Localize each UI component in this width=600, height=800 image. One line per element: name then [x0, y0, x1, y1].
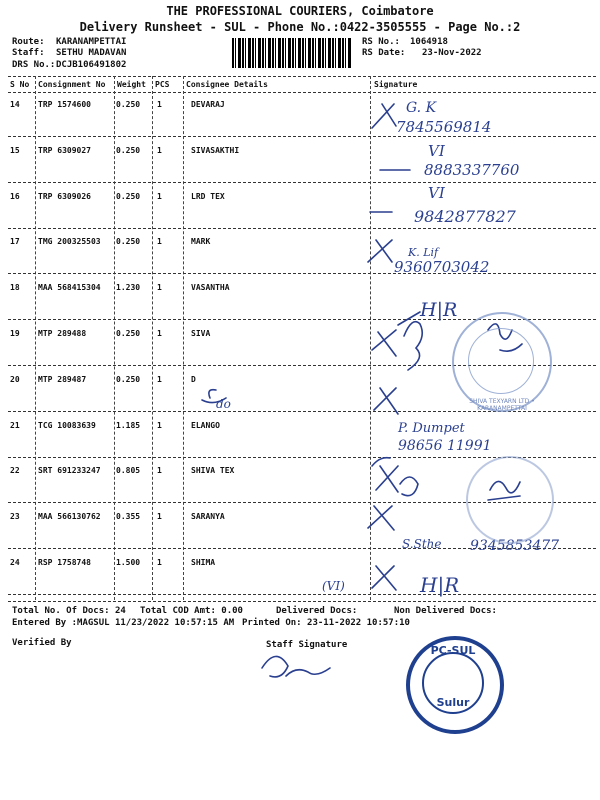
hw-r15-phone: 8883337760 [424, 161, 520, 179]
cell-consignment: MAA 566130762 [38, 512, 101, 521]
col-header-consignment: Consignment No [38, 80, 106, 89]
cell-consignment: SRT 691233247 [38, 466, 101, 475]
cell-consignment: TRP 1574600 [38, 100, 91, 109]
cell-pcs: 1 [157, 512, 162, 521]
cell-pcs: 1 [157, 421, 162, 430]
printed-on: Printed On: 23-11-2022 10:57:10 [242, 618, 410, 628]
rs-no-value: 1064918 [410, 37, 448, 47]
cell-weight: 0.250 [116, 100, 141, 109]
cell-consignment: RSP 1758748 [38, 558, 91, 567]
document-subtitle: Delivery Runsheet - SUL - Phone No.:0422-3505555 - Page No.:2 [79, 20, 521, 34]
cell-pcs: 1 [157, 466, 162, 475]
cell-consignee: VASANTHA [191, 283, 230, 292]
verified-by-label: Verified By [12, 638, 72, 648]
hw-r21-name: P. Dumpet [398, 421, 465, 436]
cell-consignment: MAA 568415304 [38, 283, 101, 292]
cell-consignee: SIVA [191, 329, 211, 338]
cell-pcs: 1 [157, 100, 162, 109]
hw-r16-phone: 9842877827 [414, 207, 516, 226]
cell-consignment: TRP 6309027 [38, 146, 91, 155]
route-label: Route: [12, 37, 45, 47]
hw-r17-phone: 9360703042 [394, 258, 490, 276]
company-stamp-inner-ring [468, 328, 534, 394]
drs-label: DRS No.: [12, 60, 56, 70]
cell-sno: 15 [10, 146, 20, 155]
cell-sno: 23 [10, 512, 20, 521]
pc-sul-stamp-top: PC-SUL [430, 644, 476, 657]
cell-consignment: MTP 289487 [38, 375, 87, 384]
cell-consignee: SHIVA TEX [191, 466, 235, 475]
total-cod: Total COD Amt: 0.00 [140, 606, 243, 616]
route-value: KARANAMPETTAI [56, 37, 127, 47]
hw-r18-mark: H|R [420, 299, 458, 321]
cell-consignee: D [191, 375, 196, 384]
cell-consignee: SHIMA [191, 558, 216, 567]
hw-r21-phone: 98656 11991 [398, 438, 492, 454]
entered-by: Entered By :MAGSUL 11/23/2022 10:57:15 AM [12, 618, 235, 628]
hw-r15-mark: VI [428, 142, 445, 160]
cell-consignment: MTP 289488 [38, 329, 87, 338]
staff-label: Staff: [12, 48, 45, 58]
cell-consignee: DEVARAJ [191, 100, 225, 109]
cell-pcs: 1 [157, 192, 162, 201]
cell-weight: 0.250 [116, 329, 141, 338]
cell-weight: 0.355 [116, 512, 141, 521]
hw-r24-prefix: (VI) [322, 579, 345, 593]
cell-sno: 14 [10, 100, 20, 109]
cell-sno: 16 [10, 192, 20, 201]
cell-consignee: LRD TEX [191, 192, 225, 201]
cell-pcs: 1 [157, 329, 162, 338]
col-header-weight: Weight [117, 80, 146, 89]
cell-weight: 0.250 [116, 375, 141, 384]
staff-signature-label: Staff Signature [266, 640, 348, 650]
delivered-docs: Delivered Docs: [276, 606, 358, 616]
hw-r23-name: S.Sthe [402, 537, 442, 551]
cell-consignment: TMG 200325503 [38, 237, 101, 246]
cell-pcs: 1 [157, 375, 162, 384]
cell-weight: 0.250 [116, 146, 141, 155]
cell-pcs: 1 [157, 283, 162, 292]
staff-value: SETHU MADAVAN [56, 48, 127, 58]
hw-r16-mark: VI [428, 184, 445, 202]
document-title: THE PROFESSIONAL COURIERS, Coimbatore [166, 4, 434, 18]
col-header-sno: S No [10, 80, 30, 89]
rs-date-label: RS Date: [362, 48, 406, 58]
hw-r23-phone: 9345853477 [470, 538, 560, 554]
cell-sno: 21 [10, 421, 20, 430]
cell-consignee: SARANYA [191, 512, 225, 521]
cell-pcs: 1 [157, 146, 162, 155]
hw-r14-phone: 7845569814 [396, 118, 492, 136]
company-stamp-text: SHIVA TEXYARN LTD • KARANAMPETTAI [469, 398, 535, 412]
cell-consignee: SIVASAKTHI [191, 146, 240, 155]
cell-weight: 1.500 [116, 558, 141, 567]
drs-value: DCJB106491802 [56, 60, 127, 70]
rs-date-value: 23-Nov-2022 [422, 48, 482, 58]
cell-consignee: MARK [191, 237, 211, 246]
cell-pcs: 1 [157, 237, 162, 246]
cell-weight: 1.185 [116, 421, 141, 430]
col-header-signature: Signature [374, 80, 418, 89]
hw-r24-mark: H|R [420, 573, 460, 597]
rs-no-label: RS No.: [362, 37, 400, 47]
cell-weight: 0.250 [116, 237, 141, 246]
hw-r14-name: G. K [406, 100, 437, 116]
cell-weight: 1.230 [116, 283, 141, 292]
cell-sno: 17 [10, 237, 20, 246]
col-header-pcs: PCS [155, 80, 170, 89]
non-delivered-docs: Non Delivered Docs: [394, 606, 497, 616]
cell-weight: 0.805 [116, 466, 141, 475]
cell-consignee: ELANGO [191, 421, 220, 430]
total-docs: Total No. Of Docs: 24 [12, 606, 126, 616]
hw-r17-mark: K. Lif [408, 246, 439, 259]
company-stamp-ring-2 [466, 456, 554, 544]
cell-sno: 18 [10, 283, 20, 292]
cell-sno: 24 [10, 558, 20, 567]
cell-consignment: TCG 10083639 [38, 421, 96, 430]
cell-sno: 19 [10, 329, 20, 338]
cell-consignment: TRP 6309026 [38, 192, 91, 201]
cell-pcs: 1 [157, 558, 162, 567]
cell-weight: 0.250 [116, 192, 141, 201]
cell-sno: 20 [10, 375, 20, 384]
table-bottom-rule [8, 601, 596, 602]
col-header-consignee: Consignee Details [186, 80, 268, 89]
hw-r20-scribble: do [216, 397, 231, 411]
pc-sul-stamp-bottom: Sulur [436, 696, 470, 709]
cell-sno: 22 [10, 466, 20, 475]
